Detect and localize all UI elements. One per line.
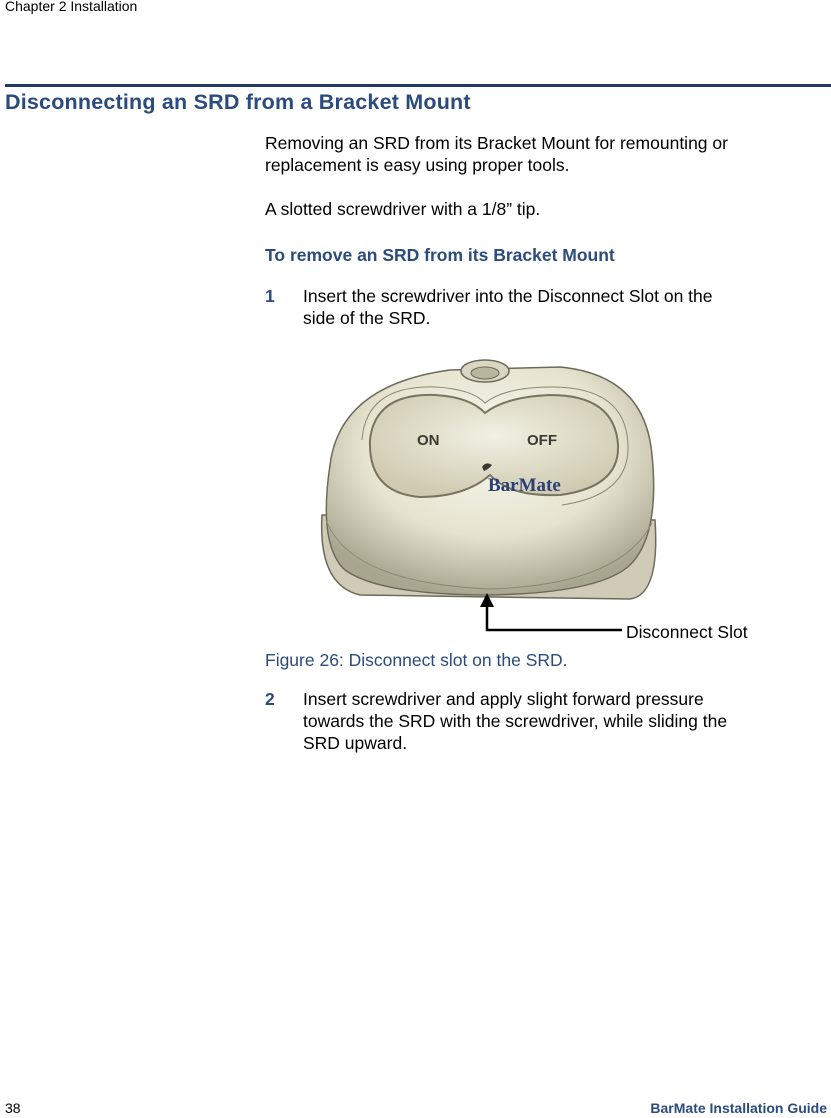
- barmate-logo: BarMate: [488, 475, 561, 496]
- step-2-line-1: Insert screwdriver and apply slight forward pressure: [303, 689, 704, 709]
- step-2-line-2: towards the SRD with the screwdriver, while sliding the: [303, 711, 728, 731]
- running-header: Chapter 2 Installation: [5, 0, 138, 14]
- tools-paragraph: A slotted screwdriver with a 1/8” tip.: [265, 199, 541, 219]
- step-1-line-1: Insert the screwdriver into the Disconnect Slot on the: [303, 286, 713, 306]
- step-number: 2: [265, 689, 275, 709]
- step-number: 1: [265, 286, 275, 306]
- srd-figure: [300, 345, 790, 645]
- intro-line-2: replacement is easy using proper tools.: [265, 155, 570, 175]
- off-label: OFF: [527, 432, 557, 449]
- step-1-line-2: side of the SRD.: [303, 308, 431, 328]
- guide-name: BarMate Installation Guide: [650, 1100, 827, 1116]
- step-text: [303, 688, 823, 754]
- disconnect-slot-callout: Disconnect Slot: [626, 622, 748, 642]
- figure-caption: Figure 26: Disconnect slot on the SRD.: [265, 650, 568, 670]
- procedure-title: To remove an SRD from its Bracket Mount: [265, 245, 615, 265]
- srd-device-illustration: [300, 345, 790, 645]
- step-2-line-3: SRD upward.: [303, 733, 408, 753]
- intro-line-1: Removing an SRD from its Bracket Mount for remounting or: [265, 133, 728, 153]
- header-rule: [5, 84, 831, 87]
- on-label: ON: [417, 432, 440, 449]
- page-number: 38: [5, 1100, 21, 1116]
- section-title: Disconnecting an SRD from a Bracket Mount: [5, 90, 471, 114]
- intro-paragraph: [265, 132, 825, 176]
- step-text: [303, 285, 823, 329]
